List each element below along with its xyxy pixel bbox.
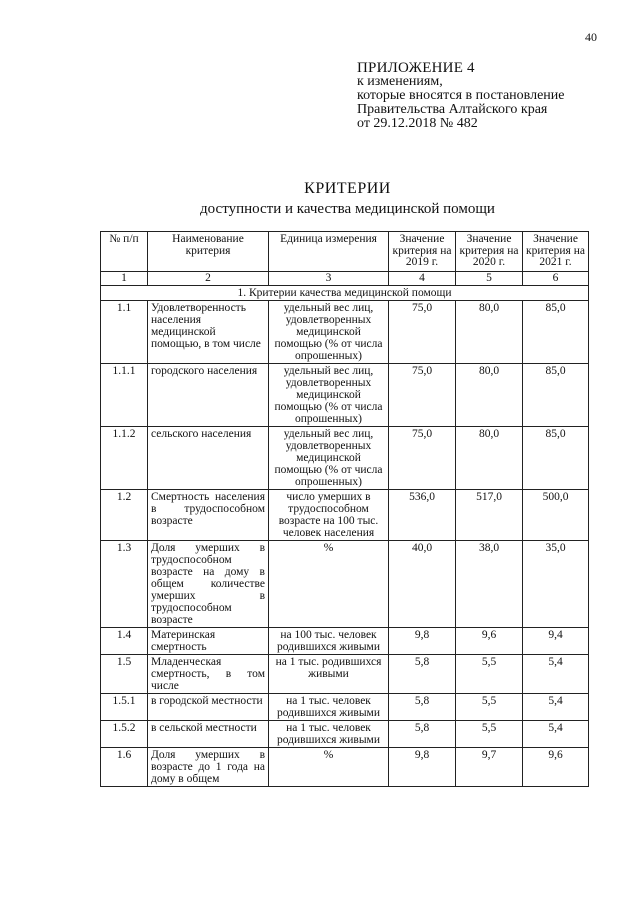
measurement-unit: % [269, 747, 389, 786]
value-2019: 9,8 [389, 747, 456, 786]
measurement-unit: удельный вес лиц, удовлетворенных медицинской помощью (% от числа опрошенных) [269, 363, 389, 426]
document-title: КРИТЕРИИ [304, 180, 391, 197]
criterion-name: в сельской местности [148, 720, 269, 747]
row-number: 1.5.1 [101, 693, 148, 720]
table-row [101, 489, 589, 540]
measurement-unit: удельный вес лиц, удовлетворенных медицинской помощью (% от числа опрошенных) [269, 300, 389, 363]
criterion-name: Материнская смертность [148, 627, 269, 654]
measurement-unit: % [269, 540, 389, 627]
value-2019: 40,0 [389, 540, 456, 627]
table-row [101, 747, 589, 786]
column-index: 3 [269, 271, 389, 285]
row-number: 1.1.2 [101, 426, 148, 489]
criterion-name: Доля умерших в трудоспособном возрасте на дому в общем количестве умерших в трудоспособном возрасте [148, 540, 269, 627]
measurement-unit: удельный вес лиц, удовлетворенных медицинской помощью (% от числа опрошенных) [269, 426, 389, 489]
value-2021: 5,4 [523, 693, 589, 720]
row-number: 1.6 [101, 747, 148, 786]
value-2021: 85,0 [523, 363, 589, 426]
row-number: 1.5 [101, 654, 148, 693]
header-name: Наименование критерия [148, 232, 269, 272]
criterion-name: Доля умерших в возрасте до 1 года на дому в общем [148, 747, 269, 786]
section-row [101, 285, 589, 300]
column-index-row [101, 271, 589, 285]
page-number: 40 [585, 30, 597, 44]
table-row [101, 654, 589, 693]
column-index: 6 [523, 271, 589, 285]
value-2020: 5,5 [456, 720, 523, 747]
table-row [101, 363, 589, 426]
criterion-name: Младенческая смертность, в том числе [148, 654, 269, 693]
appendix-block [357, 61, 565, 131]
value-2019: 5,8 [389, 720, 456, 747]
value-2021: 9,6 [523, 747, 589, 786]
measurement-unit: на 1 тыс. человек родившихся живыми [269, 693, 389, 720]
value-2020: 80,0 [456, 426, 523, 489]
appendix-line: которые вносятся в постановление [357, 88, 565, 103]
value-2020: 80,0 [456, 363, 523, 426]
column-index: 4 [389, 271, 456, 285]
value-2019: 536,0 [389, 489, 456, 540]
appendix-title: ПРИЛОЖЕНИЕ 4 [357, 60, 475, 76]
row-number: 1.5.2 [101, 720, 148, 747]
criterion-name: Смертность населения в трудоспособном возрасте [148, 489, 269, 540]
value-2021: 85,0 [523, 300, 589, 363]
criterion-name: городского населения [148, 363, 269, 426]
value-2020: 9,7 [456, 747, 523, 786]
value-2019: 5,8 [389, 654, 456, 693]
criteria-table [100, 231, 589, 787]
document-subtitle: доступности и качества медицинской помощи [200, 201, 495, 217]
measurement-unit: на 1 тыс. родившихся живыми [269, 654, 389, 693]
measurement-unit: на 100 тыс. человек родившихся живыми [269, 627, 389, 654]
appendix-line: от 29.12.2018 № 482 [357, 116, 478, 131]
measurement-unit: число умерших в трудоспособном возрасте на 100 тыс. человек населения [269, 489, 389, 540]
header-value-2020: Значение критерия на 2020 г. [456, 232, 523, 272]
row-number: 1.2 [101, 489, 148, 540]
row-number: 1.1 [101, 300, 148, 363]
value-2021: 85,0 [523, 426, 589, 489]
criterion-name: сельского населения [148, 426, 269, 489]
section-title: 1. Критерии качества медицинской помощи [101, 285, 589, 300]
value-2019: 75,0 [389, 363, 456, 426]
value-2021: 500,0 [523, 489, 589, 540]
value-2020: 5,5 [456, 654, 523, 693]
value-2020: 80,0 [456, 300, 523, 363]
table-row [101, 426, 589, 489]
header-unit: Единица измерения [269, 232, 389, 272]
header-value-2021: Значение критерия на 2021 г. [523, 232, 589, 272]
row-number: 1.1.1 [101, 363, 148, 426]
column-index: 5 [456, 271, 523, 285]
appendix-line: к изменениям, [357, 74, 443, 89]
column-index: 1 [101, 271, 148, 285]
value-2021: 5,4 [523, 654, 589, 693]
value-2020: 38,0 [456, 540, 523, 627]
value-2019: 9,8 [389, 627, 456, 654]
value-2019: 75,0 [389, 426, 456, 489]
table-row [101, 300, 589, 363]
header-num: № п/п [101, 232, 148, 272]
value-2020: 517,0 [456, 489, 523, 540]
column-index: 2 [148, 271, 269, 285]
criterion-name: в городской местности [148, 693, 269, 720]
value-2021: 35,0 [523, 540, 589, 627]
appendix-line: Правительства Алтайского края [357, 102, 548, 117]
value-2020: 9,6 [456, 627, 523, 654]
table-row [101, 693, 589, 720]
value-2020: 5,5 [456, 693, 523, 720]
value-2019: 75,0 [389, 300, 456, 363]
value-2021: 5,4 [523, 720, 589, 747]
row-number: 1.4 [101, 627, 148, 654]
criterion-name: Удовлетворенность населения медицинской помощью, в том числе [148, 300, 269, 363]
value-2021: 9,4 [523, 627, 589, 654]
value-2019: 5,8 [389, 693, 456, 720]
header-row [101, 232, 589, 272]
header-value-2019: Значение критерия на 2019 г. [389, 232, 456, 272]
table-row [101, 540, 589, 627]
table-row [101, 720, 589, 747]
row-number: 1.3 [101, 540, 148, 627]
table-row [101, 627, 589, 654]
measurement-unit: на 1 тыс. человек родившихся живыми [269, 720, 389, 747]
